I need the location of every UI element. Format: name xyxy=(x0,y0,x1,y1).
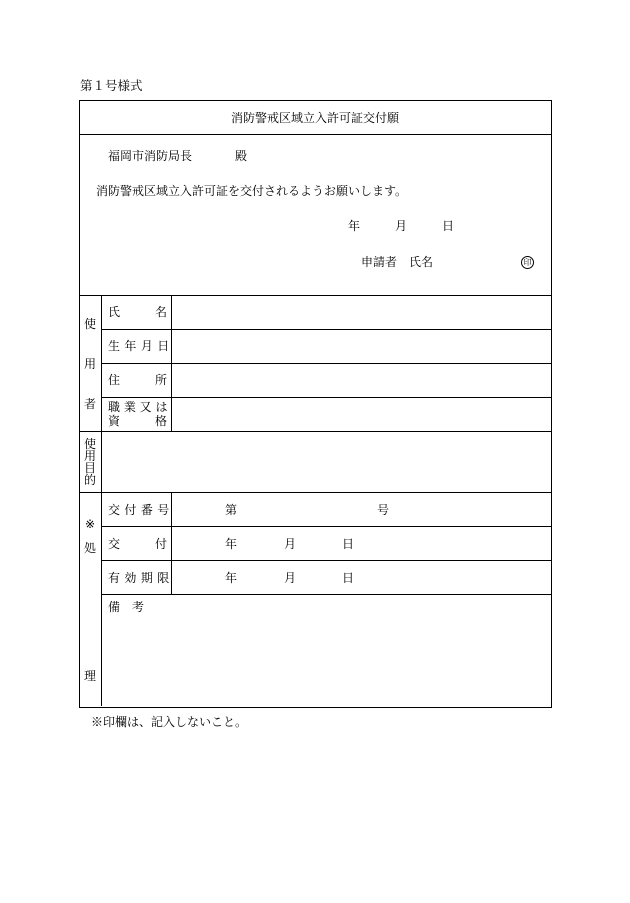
address-label-1: 住 xyxy=(108,373,121,387)
address-label-2: 所 xyxy=(155,373,168,387)
expiry-year: 年 xyxy=(225,571,238,585)
date-day-label: 日 xyxy=(442,219,455,233)
occupation-label-top: 職 業 又 は xyxy=(108,400,168,414)
form-number: 第１号様式 xyxy=(80,78,143,93)
user-section-header-1: 使 xyxy=(83,317,96,331)
purpose-char-1: 使 xyxy=(83,437,96,451)
issue-date-month: 月 xyxy=(284,537,297,551)
birthdate-input-area[interactable] xyxy=(172,330,550,363)
user-section-header-3: 者 xyxy=(83,397,96,411)
purpose-char-4: 的 xyxy=(83,473,96,487)
remarks-label: 備 考 xyxy=(108,600,145,614)
remarks-input-area[interactable] xyxy=(102,615,550,705)
addressee-name: 福岡市消防局長 xyxy=(108,149,193,163)
purpose-char-3: 目 xyxy=(83,461,96,475)
office-section-header-3: 理 xyxy=(83,669,96,683)
issue-number-prefix: 第 xyxy=(225,503,238,517)
divider xyxy=(101,560,552,561)
purpose-input-area[interactable] xyxy=(102,432,550,492)
seal-mark: 印 xyxy=(521,256,534,269)
divider xyxy=(79,492,552,493)
expiry-day: 日 xyxy=(342,571,355,585)
date-year-label: 年 xyxy=(348,219,361,233)
issue-date-year: 年 xyxy=(225,537,238,551)
expiry-month: 月 xyxy=(284,571,297,585)
purpose-char-2: 用 xyxy=(83,449,96,463)
date-month-label: 月 xyxy=(395,219,408,233)
footnote: ※印欄は、記入しないこと。 xyxy=(91,715,248,729)
office-section-header-1: ※ xyxy=(84,517,96,531)
issue-number-suffix: 号 xyxy=(377,503,390,517)
issue-date-day: 日 xyxy=(342,537,355,551)
name-input-area[interactable] xyxy=(172,296,550,329)
purpose-header xyxy=(83,438,97,486)
divider xyxy=(101,526,552,527)
divider xyxy=(101,594,552,595)
issue-date-label-2: 付 xyxy=(155,537,168,551)
issue-number-label: 交 付 番 号 xyxy=(108,503,170,517)
divider xyxy=(171,492,172,594)
expiry-label: 有 効 期 限 xyxy=(108,571,170,585)
name-label-2: 名 xyxy=(155,305,168,319)
request-text: 消防警戒区域立入許可証を交付されるようお願いします。 xyxy=(96,184,408,198)
address-input-area[interactable] xyxy=(172,364,550,397)
form-title: 消防警戒区域立入許可証交付願 xyxy=(230,111,399,125)
user-section-header-2: 用 xyxy=(83,357,96,371)
addressee-honorific: 殿 xyxy=(235,149,248,163)
birthdate-label: 生 年 月 日 xyxy=(108,339,170,353)
name-label-1: 氏 xyxy=(108,305,121,319)
divider xyxy=(79,134,552,135)
occupation-label-bottom-1: 資 xyxy=(108,414,121,428)
issue-date-label-1: 交 xyxy=(108,537,121,551)
office-section-header-2: 処 xyxy=(83,541,96,555)
occupation-label-bottom-2: 格 xyxy=(155,414,168,428)
occupation-input-area[interactable] xyxy=(172,398,550,431)
applicant-label: 申請者 氏名 xyxy=(361,255,434,269)
